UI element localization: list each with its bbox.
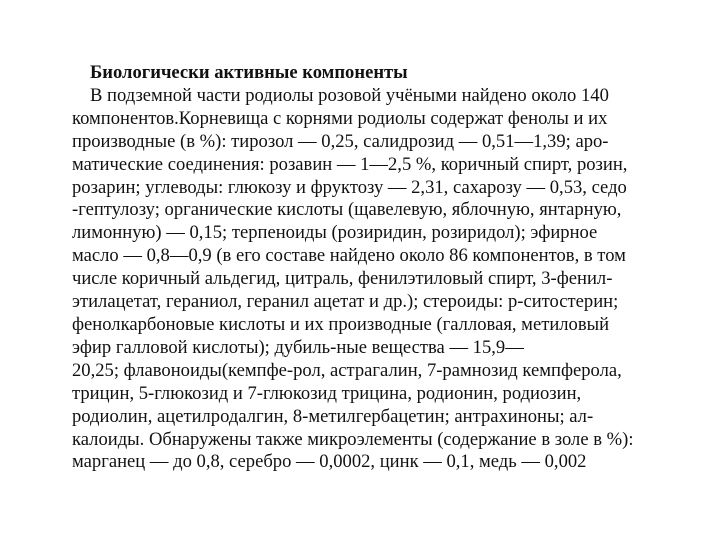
- paragraph-line: 20,25; флавоноиды(кемпфе-рол, астрагалин, 7-рамнозид кемпферола,: [72, 359, 622, 381]
- paragraph-line: розарин; углеводы: глюкозу и фруктозу — 2,31, сахарозу — 0,53, седо: [72, 176, 627, 198]
- paragraph-line: матические соединения: розавин — 1—2,5 %, коричный спирт, розин,: [72, 153, 628, 175]
- paragraph-line: -гептулозу; органические кислоты (щавелевую, яблочную, янтарную,: [72, 199, 622, 221]
- paragraph-line: компонентов.Корневища с корнями родиолы содержат фенолы и их: [72, 107, 608, 129]
- text-block: [72, 62, 680, 474]
- paragraph-line: этилацетат, гераниол, геранил ацетат и др.); стероиды: р-ситостерин;: [72, 291, 619, 313]
- paragraph-line: числе коричный альдегид, цитраль, фенилэтиловый спирт, 3-фенил-: [72, 268, 613, 290]
- paragraph-line: лимонную) — 0,15; терпеноиды (розиридин, розиридол); эфирное: [72, 222, 598, 244]
- paragraph-line: масло — 0,8—0,9 (в его составе найдено около 86 компонентов, в том: [72, 245, 626, 267]
- paragraph-line: родиолин, ацетилродалгин, 8-метилгербацетин; антрахиноны; ал-: [72, 405, 594, 427]
- paragraph-line: трицин, 5-глюкозид и 7-глюкозид трицина, родионин, родиозин,: [72, 382, 582, 404]
- paragraph-line: фенолкарбоновые кислоты и их производные (галловая, метиловый: [72, 313, 610, 335]
- paragraph-line: производные (в %): тирозол — 0,25, салидрозид — 0,51—1,39; аро-: [72, 130, 609, 152]
- paragraph-line: эфир галловой кислоты); дубиль-ные вещества — 15,9—: [72, 336, 524, 358]
- paragraph-line: В подземной части родиолы розовой учёными найдено около 140: [90, 84, 609, 106]
- paragraph-line: марганец — до 0,8, серебро — 0,0002, цинк — 0,1, медь — 0,002: [72, 451, 587, 473]
- section-heading: Биологически активные компоненты: [90, 62, 408, 83]
- paragraph-line: калоиды. Обнаружены также микроэлементы (содержание в золе в %):: [72, 428, 634, 450]
